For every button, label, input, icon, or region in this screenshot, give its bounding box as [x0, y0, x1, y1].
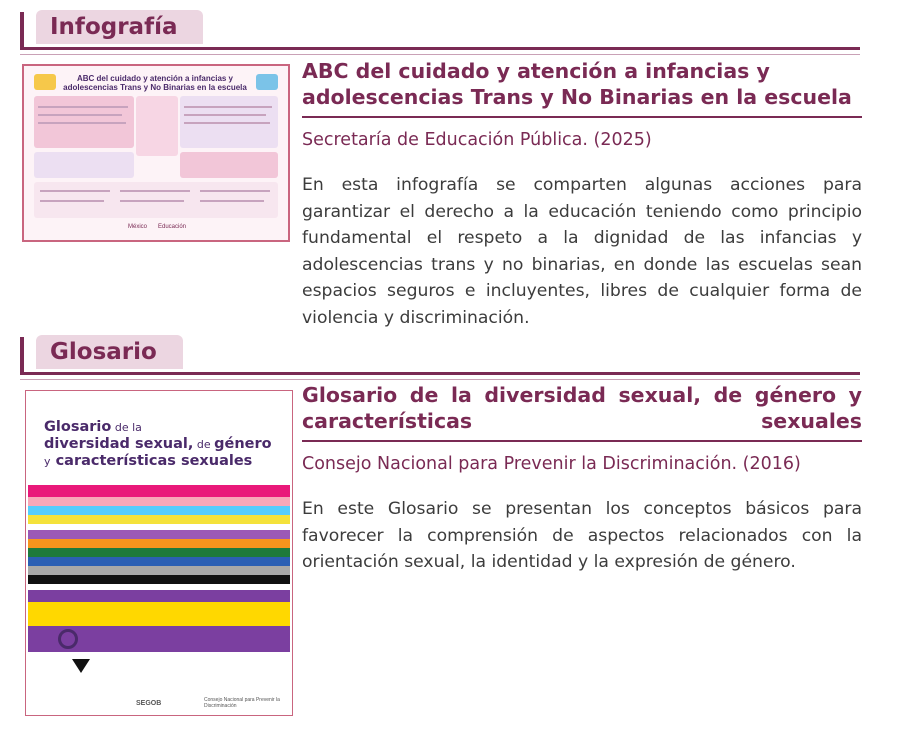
segob-logo: SEGOB — [136, 700, 162, 707]
thumbnail-logo: México — [128, 224, 148, 230]
infografia-thumbnail[interactable] — [22, 64, 290, 242]
flag-stripe — [28, 590, 290, 602]
intersex-circle-icon — [58, 629, 78, 649]
flag-stripe — [28, 566, 290, 575]
section-divider-thin — [20, 379, 860, 380]
text-line — [120, 190, 190, 192]
flag-stripe — [28, 515, 290, 524]
flag-stripe — [28, 530, 290, 539]
section-header-infografia — [20, 10, 860, 50]
resource-source: Secretaría de Educación Pública. (2025) — [302, 130, 652, 150]
section-divider — [20, 47, 860, 50]
text-line — [38, 114, 122, 116]
conapred-logo: Consejo Nacional para Prevenir la Discriminación — [204, 697, 280, 709]
resource-title[interactable]: ABC del cuidado y atención a infancias y adolescencias Trans y No Binarias en la escuela — [302, 59, 852, 109]
title-divider — [302, 116, 862, 118]
section-tab: Infografía — [36, 10, 203, 44]
flag-stripe — [28, 557, 290, 566]
text-line — [40, 200, 104, 202]
resource-title[interactable]: Glosario de la diversidad sexual, de género y características sexuales — [302, 383, 862, 433]
cover-logos — [26, 689, 292, 709]
section-header-glosario — [20, 335, 860, 375]
illustration-children — [136, 96, 178, 156]
info-panel — [180, 152, 278, 178]
flag-stripe — [28, 575, 290, 584]
female-symbol-icon: ♀ — [58, 656, 70, 673]
text-line — [184, 122, 270, 124]
section-accent-line — [20, 337, 24, 373]
section-accent-line — [20, 12, 24, 48]
section-tab: Glosario — [36, 335, 183, 369]
section-divider — [20, 372, 860, 375]
text-line — [38, 106, 128, 108]
flag-stripe — [28, 548, 290, 557]
resource-description: En esta infografía se comparten algunas acciones para garantizar el derecho a la educación teniendo como principio fundamental el respeto a la dignidad de las infancias y adolescencias trans y no binarias, en donde las escuelas sean espacios seguros e incluyentes, libres de cualquier forma de violencia y discriminación. — [302, 175, 862, 328]
flag-stripe — [28, 506, 290, 515]
text-line — [120, 200, 184, 202]
flag-stripe — [28, 539, 290, 548]
thumbnail-title: ABC del cuidado y atención a infancias y adolescencias Trans y No Binarias en la escuela — [63, 74, 247, 92]
title-divider — [302, 440, 862, 442]
flag-stripe — [28, 497, 290, 506]
resource-description: En este Glosario se presentan los conceptos básicos para favorecer la comprensión de aspectos relacionados con la orientación sexual, la identidad y la expresión de género. — [302, 499, 862, 572]
abc-blocks-icon — [34, 74, 56, 90]
cover-title: Glosario de la diversidad sexual, de género y características sexuales — [44, 419, 272, 469]
text-line — [200, 190, 270, 192]
info-panel — [34, 152, 134, 178]
text-line — [38, 122, 126, 124]
flag-stripe — [28, 485, 290, 497]
resource-source: Consejo Nacional para Prevenir la Discriminación. (2016) — [302, 454, 801, 474]
text-line — [40, 190, 110, 192]
triangle-icon — [72, 659, 90, 673]
thumbnail-logo: Educación — [158, 224, 187, 230]
resource-entry-infografia — [302, 58, 862, 331]
section-divider-thin — [20, 54, 860, 55]
text-line — [200, 200, 264, 202]
text-line — [184, 106, 272, 108]
abc-blocks-icon — [256, 74, 278, 90]
flag-stripe — [28, 602, 290, 626]
text-line — [184, 114, 266, 116]
glosario-cover-thumbnail[interactable] — [25, 390, 293, 716]
resource-entry-glosario — [302, 382, 862, 576]
